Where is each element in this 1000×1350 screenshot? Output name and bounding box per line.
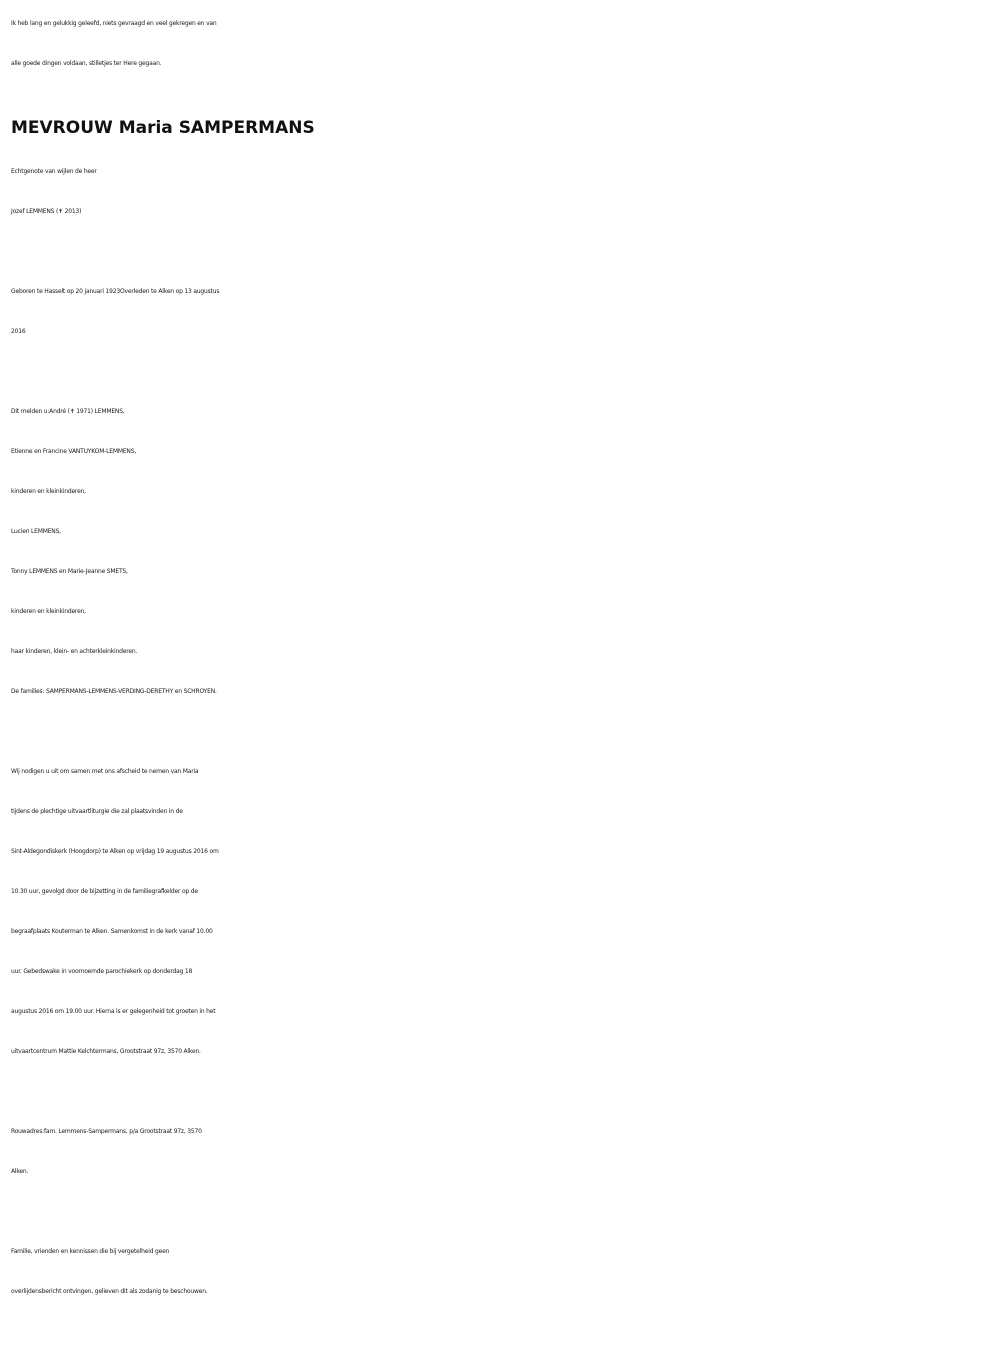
closing-note bbox=[11, 1232, 991, 1312]
announcer-line: haar kinderen, klein- en achterkleinkinderen. bbox=[11, 648, 138, 655]
announcer-line: Lucien LEMMENS, bbox=[11, 528, 61, 535]
intro-line: alle goede dingen voldaan, stilletjes ter Here gegaan. bbox=[11, 60, 162, 67]
announcer-line: kinderen en kleinkinderen, bbox=[11, 608, 86, 615]
closing-line: overlijdensbericht ontvingen, gelieven dit als zodanig te beschouwen. bbox=[11, 1288, 208, 1295]
announcer-line: Tonny LEMMENS en Marie-Jeanne SMETS, bbox=[11, 568, 128, 575]
ceremony-line: Wij nodigen u uit om samen met ons afscheid te nemen van Maria bbox=[11, 768, 199, 775]
ceremony-line: begraafplaats Kouterman te Alken. Samenkomst in de kerk vanaf 10.00 bbox=[11, 928, 213, 935]
birth-death-line: 2016 bbox=[11, 328, 26, 335]
intro-line: Ik heb lang en gelukkig geleefd, niets gevraagd en veel gekregen en van bbox=[11, 20, 217, 27]
address-line: Alken. bbox=[11, 1168, 29, 1175]
closing-line: Familie, vrienden en kennissen die bij vergetelheid geen bbox=[11, 1248, 170, 1255]
announcer-line: Etienne en Francine VANTUYKOM-LEMMENS, bbox=[11, 448, 137, 455]
announcers-list bbox=[11, 392, 991, 712]
ceremony-line: tijdens de plechtige uitvaartliturgie die zal plaatsvinden in de bbox=[11, 808, 183, 815]
birth-death-line: Geboren te Hasselt op 20 januari 1923Overleden te Alken op 13 augustus bbox=[11, 288, 220, 295]
spacer bbox=[11, 712, 991, 752]
ceremony-line: uitvaartcentrum Mattie Kelchtermans, Grootstraat 97z, 3570 Alken. bbox=[11, 1048, 201, 1055]
spacer bbox=[11, 352, 991, 392]
spacer bbox=[11, 232, 991, 272]
announcer-line: De families: SAMPERMANS-LEMMENS-VERDING-DERETHY en SCHROYEN. bbox=[11, 688, 217, 695]
intro-quote bbox=[11, 4, 991, 84]
ceremony-paragraph bbox=[11, 752, 991, 1072]
obituary-notice bbox=[11, 4, 991, 1312]
mourning-address bbox=[11, 1112, 991, 1192]
address-line: Rouwadres:fam. Lemmens-Sampermans, p/a Grootstraat 97z, 3570 bbox=[11, 1128, 202, 1135]
birth-death-info bbox=[11, 272, 991, 352]
ceremony-line: augustus 2016 om 19.00 uur. Hierna is er gelegenheid tot groeten in het bbox=[11, 1008, 216, 1015]
ceremony-line: uur. Gebedswake in voornoemde parochiekerk op donderdag 18 bbox=[11, 968, 193, 975]
spouse-line: Echtgenote van wijlen de heer bbox=[11, 168, 97, 175]
spacer bbox=[11, 1192, 991, 1232]
deceased-name: MEVROUW Maria SAMPERMANS bbox=[11, 118, 315, 138]
ceremony-line: Sint-Aldegondiskerk (Hoogdorp) te Alken op vrijdag 19 augustus 2016 om bbox=[11, 848, 219, 855]
ceremony-line: 10.30 uur, gevolgd door de bijzetting in de familiegrafkelder op de bbox=[11, 888, 198, 895]
announcer-line: Dit melden u:André (✝ 1971) LEMMENS, bbox=[11, 408, 125, 415]
announcer-line: kinderen en kleinkinderen, bbox=[11, 488, 86, 495]
spouse-line: Jozef LEMMENS (✝ 2013) bbox=[11, 208, 82, 215]
spouse-info bbox=[11, 152, 991, 232]
spacer bbox=[11, 1072, 991, 1112]
